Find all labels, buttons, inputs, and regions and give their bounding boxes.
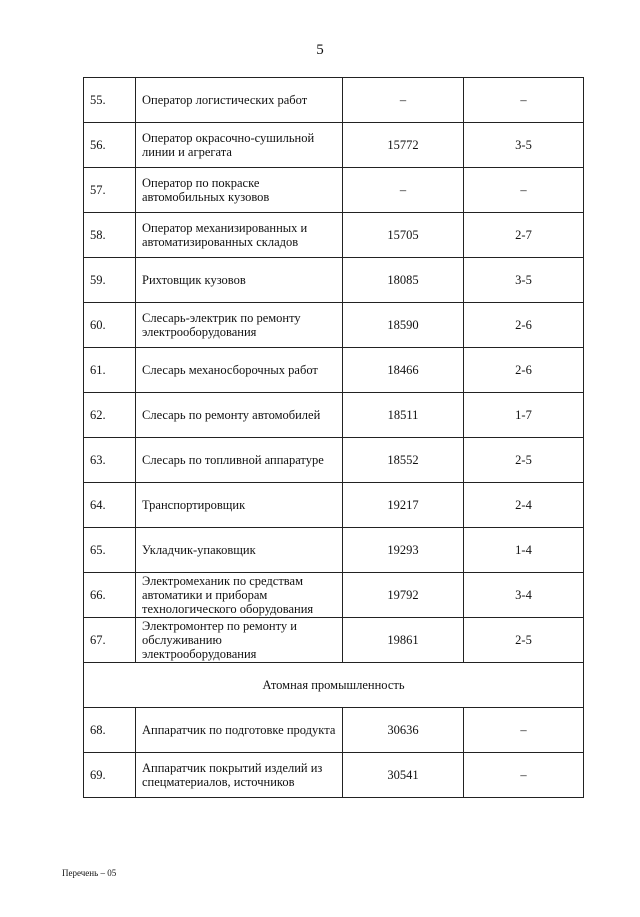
row-number: 60.: [84, 303, 136, 348]
table-row: [84, 618, 584, 663]
table-row: [84, 393, 584, 438]
qualification-grade: 2-5: [464, 438, 584, 483]
qualification-grade: 2-4: [464, 483, 584, 528]
qualification-grade: 2-7: [464, 213, 584, 258]
table-row: [84, 123, 584, 168]
profession-code: 15705: [343, 213, 464, 258]
professions-table: [83, 77, 584, 798]
profession-code: 15772: [343, 123, 464, 168]
section-row: [84, 663, 584, 708]
profession-name: Оператор логистических работ: [136, 78, 343, 123]
footer-doc-code: Перечень – 05: [62, 868, 117, 878]
profession-name: Электромонтер по ремонту и обслуживанию электрооборудования: [136, 618, 343, 663]
profession-code: 30541: [343, 753, 464, 798]
table-row: [84, 528, 584, 573]
profession-code: 18511: [343, 393, 464, 438]
profession-code: –: [343, 168, 464, 213]
profession-code: –: [343, 78, 464, 123]
row-number: 58.: [84, 213, 136, 258]
profession-name: Слесарь механосборочных работ: [136, 348, 343, 393]
table-row: [84, 258, 584, 303]
row-number: 57.: [84, 168, 136, 213]
profession-code: 19792: [343, 573, 464, 618]
qualification-grade: 2-6: [464, 348, 584, 393]
profession-name: Рихтовщик кузовов: [136, 258, 343, 303]
profession-code: 18085: [343, 258, 464, 303]
qualification-grade: 3-4: [464, 573, 584, 618]
qualification-grade: –: [464, 708, 584, 753]
profession-name: Слесарь-электрик по ремонту электрооборудования: [136, 303, 343, 348]
row-number: 56.: [84, 123, 136, 168]
qualification-grade: 3-5: [464, 258, 584, 303]
table-row: [84, 348, 584, 393]
qualification-grade: 3-5: [464, 123, 584, 168]
row-number: 65.: [84, 528, 136, 573]
profession-code: 18590: [343, 303, 464, 348]
row-number: 68.: [84, 708, 136, 753]
profession-name: Укладчик-упаковщик: [136, 528, 343, 573]
profession-name: Слесарь по топливной аппаратуре: [136, 438, 343, 483]
table-row: [84, 303, 584, 348]
profession-name: Аппаратчик покрытий изделий из спецматериалов, источников: [136, 753, 343, 798]
row-number: 67.: [84, 618, 136, 663]
row-number: 61.: [84, 348, 136, 393]
table-row: [84, 708, 584, 753]
section-title: Атомная промышленность: [84, 663, 584, 708]
profession-name: Оператор окрасочно-сушильной линии и агрегата: [136, 123, 343, 168]
profession-name: Транспортировщик: [136, 483, 343, 528]
row-number: 66.: [84, 573, 136, 618]
table-row: [84, 483, 584, 528]
table-row: [84, 753, 584, 798]
qualification-grade: –: [464, 753, 584, 798]
qualification-grade: 2-5: [464, 618, 584, 663]
qualification-grade: –: [464, 78, 584, 123]
row-number: 69.: [84, 753, 136, 798]
profession-code: 19217: [343, 483, 464, 528]
qualification-grade: 1-4: [464, 528, 584, 573]
row-number: 59.: [84, 258, 136, 303]
profession-name: Электромеханик по средствам автоматики и приборам технологического оборудования: [136, 573, 343, 618]
profession-code: 18466: [343, 348, 464, 393]
profession-name: Оператор механизированных и автоматизированных складов: [136, 213, 343, 258]
table-row: [84, 78, 584, 123]
qualification-grade: 2-6: [464, 303, 584, 348]
qualification-grade: –: [464, 168, 584, 213]
row-number: 64.: [84, 483, 136, 528]
row-number: 55.: [84, 78, 136, 123]
profession-name: Аппаратчик по подготовке продукта: [136, 708, 343, 753]
table-row: [84, 438, 584, 483]
qualification-grade: 1-7: [464, 393, 584, 438]
profession-name: Оператор по покраске автомобильных кузовов: [136, 168, 343, 213]
page-number: 5: [316, 42, 324, 58]
profession-code: 18552: [343, 438, 464, 483]
profession-code: 19861: [343, 618, 464, 663]
table-row: [84, 213, 584, 258]
profession-code: 19293: [343, 528, 464, 573]
profession-code: 30636: [343, 708, 464, 753]
profession-name: Слесарь по ремонту автомобилей: [136, 393, 343, 438]
row-number: 62.: [84, 393, 136, 438]
table-row: [84, 168, 584, 213]
table-row: [84, 573, 584, 618]
row-number: 63.: [84, 438, 136, 483]
